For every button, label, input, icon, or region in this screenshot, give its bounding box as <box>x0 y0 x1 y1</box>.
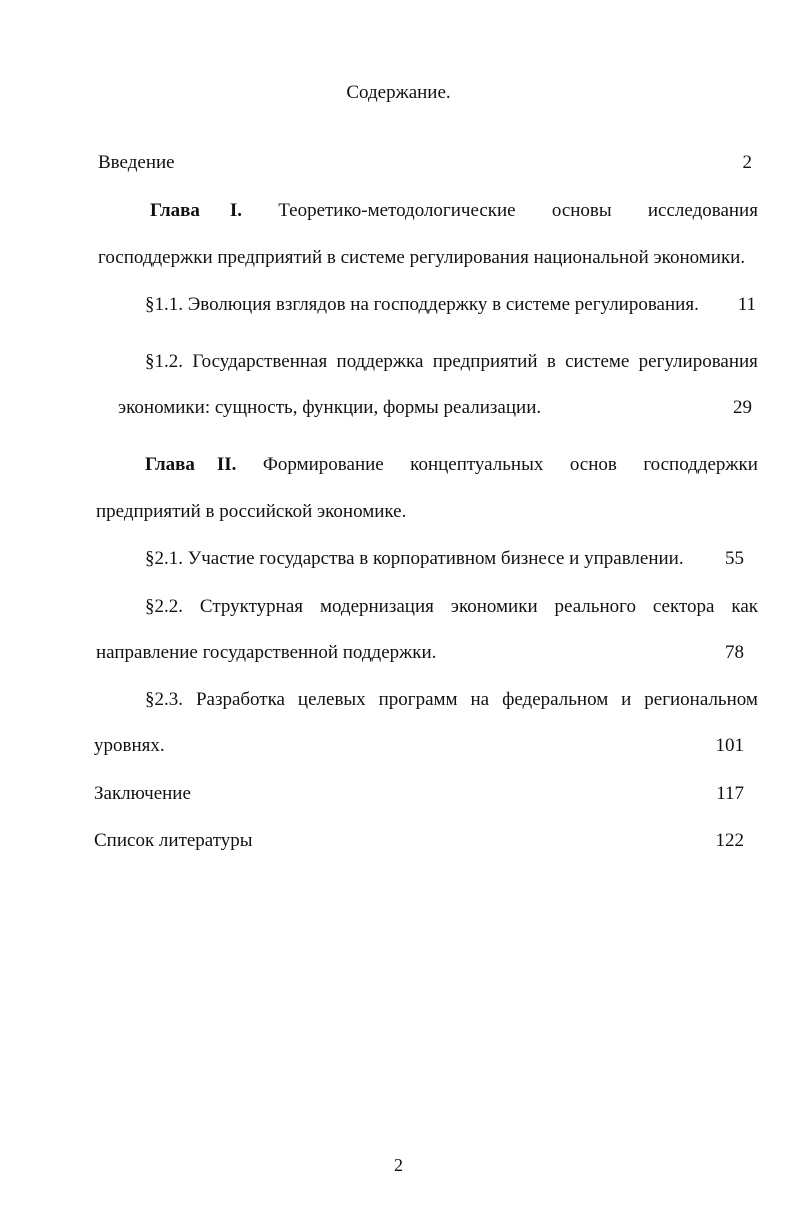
toc-page-2-1: 55 <box>725 548 744 569</box>
entry-2-3-word: программ <box>378 689 458 710</box>
toc-entry-2-1: §2.1. Участие государства в корпоративном бизнесе и управлении. <box>145 548 684 569</box>
entry-2-2-word: сектора <box>652 596 715 617</box>
toc-page-conclusion: 117 <box>716 783 744 804</box>
toc-entry-1-2-line1 <box>145 350 758 374</box>
toc-entry-1-1: §1.1. Эволюция взглядов на господдержку в системе регулирования. <box>145 294 699 315</box>
toc-entry-1-2-line2: экономики: сущность, функции, формы реализации. <box>118 397 542 418</box>
entry-2-3-word: региональном <box>644 689 758 710</box>
toc-entry-2-3-line2: уровнях. <box>94 735 165 756</box>
toc-entry-intro: Введение <box>98 152 175 173</box>
toc-entry-2-3-line1 <box>145 688 758 712</box>
entry-2-2-word: модернизация <box>319 596 434 617</box>
entry-2-2-word: §2.2. <box>145 596 183 617</box>
chapter-2-numeral: II. <box>216 454 237 475</box>
toc-page-1-2: 29 <box>733 397 752 418</box>
entry-1-2-word: регулирования <box>638 351 758 372</box>
entry-1-2-word: Государственная <box>192 351 328 372</box>
entry-2-2-word: Структурная <box>199 596 304 617</box>
toc-page-references: 122 <box>715 830 744 851</box>
toc-chapter-2-line2: предприятий в российской экономике. <box>96 501 407 522</box>
page-number: 2 <box>394 1155 403 1175</box>
chapter-2-word: концептуальных <box>410 454 544 475</box>
entry-1-2-word: предприятий <box>432 351 538 372</box>
chapter-2-word: основ <box>569 454 617 475</box>
toc-chapter-2-line1 <box>145 453 758 477</box>
toc-page-1-1: 11 <box>737 294 756 315</box>
entry-2-2-word: как <box>731 596 758 617</box>
chapter-1-word: исследования <box>647 200 758 221</box>
chapter-1-numeral: I. <box>229 200 243 221</box>
chapter-2-word: Формирование <box>262 454 384 475</box>
chapter-1-word: основы <box>551 200 612 221</box>
toc-entry-references: Список литературы <box>94 830 253 851</box>
toc-entry-2-2-line2: направление государственной поддержки. <box>96 642 437 663</box>
entry-1-2-word: §1.2. <box>145 351 183 372</box>
toc-entry-2-2-line1 <box>145 595 758 619</box>
toc-entry-conclusion: Заключение <box>94 783 191 804</box>
toc-chapter-1-line2: господдержки предприятий в системе регулирования национальной экономики. <box>98 247 746 268</box>
toc-chapter-1-line1 <box>150 199 758 223</box>
chapter-1-word: Теоретико-методологические <box>278 200 516 221</box>
entry-2-2-word: экономики <box>450 596 538 617</box>
entry-1-2-word: поддержка <box>336 351 424 372</box>
entry-2-2-word: реального <box>554 596 636 617</box>
toc-page-2-3: 101 <box>715 735 744 756</box>
toc-page-intro: 2 <box>742 152 752 173</box>
entry-1-2-word: системе <box>565 351 630 372</box>
chapter-1-prefix: Глава <box>150 200 200 221</box>
entry-2-3-word: целевых <box>297 689 366 710</box>
chapter-2-word: господдержки <box>643 454 758 475</box>
chapter-2-prefix: Глава <box>145 454 195 475</box>
entry-2-3-word: Разработка <box>195 689 285 710</box>
entry-2-3-word: федеральном <box>502 689 609 710</box>
entry-1-2-word: в <box>546 351 556 372</box>
entry-2-3-word: и <box>621 689 632 710</box>
toc-page-2-2: 78 <box>725 642 744 663</box>
toc-title: Содержание. <box>346 82 451 103</box>
entry-2-3-word: §2.3. <box>145 689 183 710</box>
entry-2-3-word: на <box>470 689 490 710</box>
